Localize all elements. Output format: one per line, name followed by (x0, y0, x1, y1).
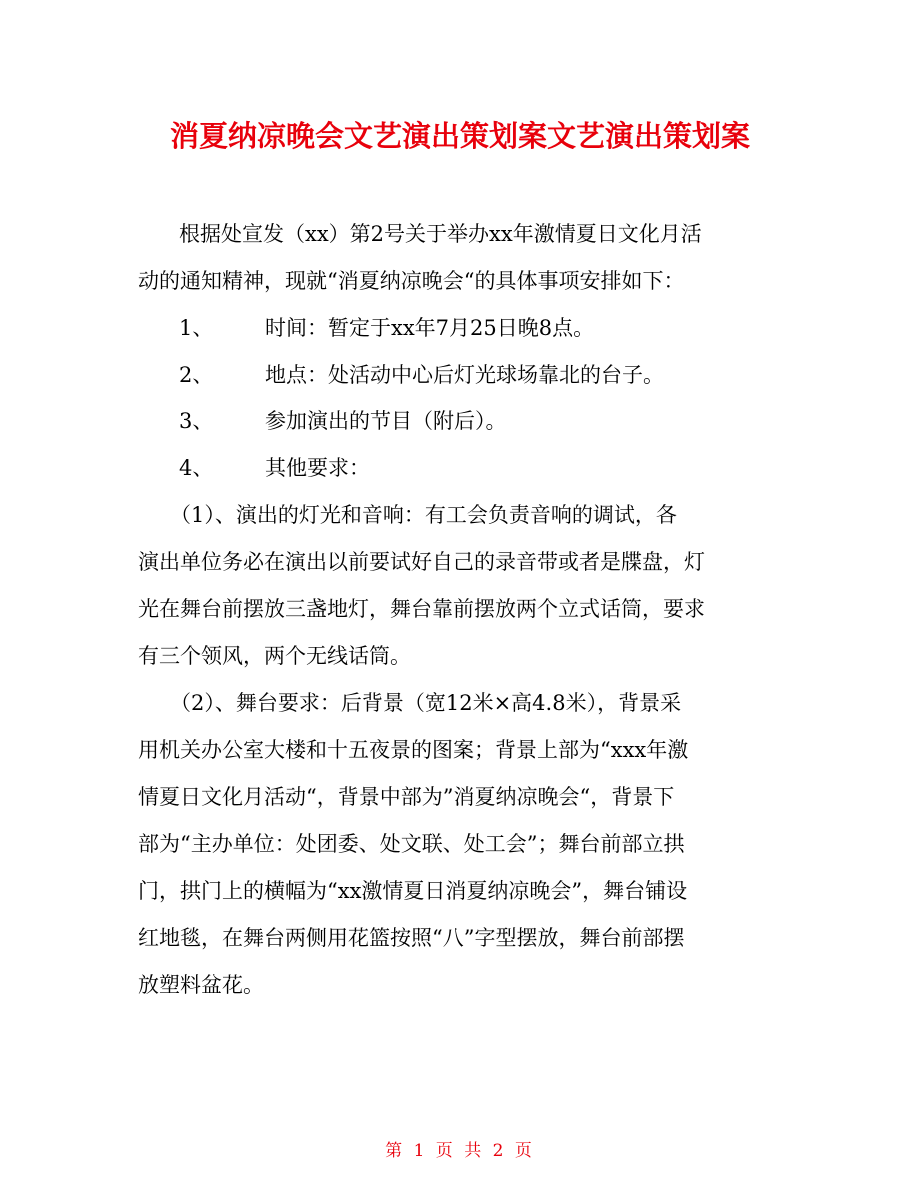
para2-line-7: 放塑料盆花。 (138, 973, 264, 997)
item-number-3: 3、 (179, 409, 214, 433)
para2-line-4: 部为“主办单位：处团委、处文联、处工会”；舞台前部立拱 (138, 832, 685, 856)
para2-line-2: 用机关办公室大楼和十五夜景的图案；背景上部为“xxx年激 (138, 738, 689, 762)
page-footer: 第 1 页 共 2 页 (385, 1141, 535, 1161)
item-number-1: 1、 (179, 316, 214, 340)
para1-line-4: 有三个领风，两个无线话筒。 (138, 644, 411, 668)
intro-line-1: 根据处宣发（xx）第2号关于举办xx年激情夏日文化月活 (179, 222, 702, 246)
item-text-4: 其他要求： (265, 456, 370, 480)
para2-line-3: 情夏日文化月活动“，背景中部为”消夏纳凉晚会“，背景下 (138, 785, 675, 809)
intro-line-2: 动的通知精神，现就“消夏纳凉晚会“的具体事项安排如下： (138, 269, 685, 293)
para1-line-1: （1）、演出的灯光和音响：有工会负责音响的调试，各 (170, 503, 677, 527)
para2-line-5: 门，拱门上的横幅为“xx激情夏日消夏纳凉晚会”，舞台铺设 (138, 879, 688, 903)
para2-line-1: （2）、舞台要求：后背景（宽12米×高4.8米），背景采 (170, 691, 682, 715)
para1-line-3: 光在舞台前摆放三盏地灯，舞台靠前摆放两个立式话筒，要求 (138, 597, 705, 621)
item-text-1: 时间：暂定于xx年7月25日晚8点。 (265, 316, 595, 340)
para2-line-6: 红地毯，在舞台两侧用花篮按照“八”字型摆放，舞台前部摆 (138, 926, 685, 950)
para1-line-2: 演出单位务必在演出以前要试好自己的录音带或者是牒盘，灯 (138, 550, 705, 574)
item-number-2: 2、 (179, 363, 214, 387)
item-text-3: 参加演出的节目（附后）。 (265, 409, 507, 433)
item-text-2: 地点：处活动中心后灯光球场靠北的台子。 (265, 363, 664, 387)
document-title: 消夏纳凉晚会文艺演出策划案文艺演出策划案 (169, 119, 750, 153)
item-number-4: 4、 (179, 456, 214, 480)
